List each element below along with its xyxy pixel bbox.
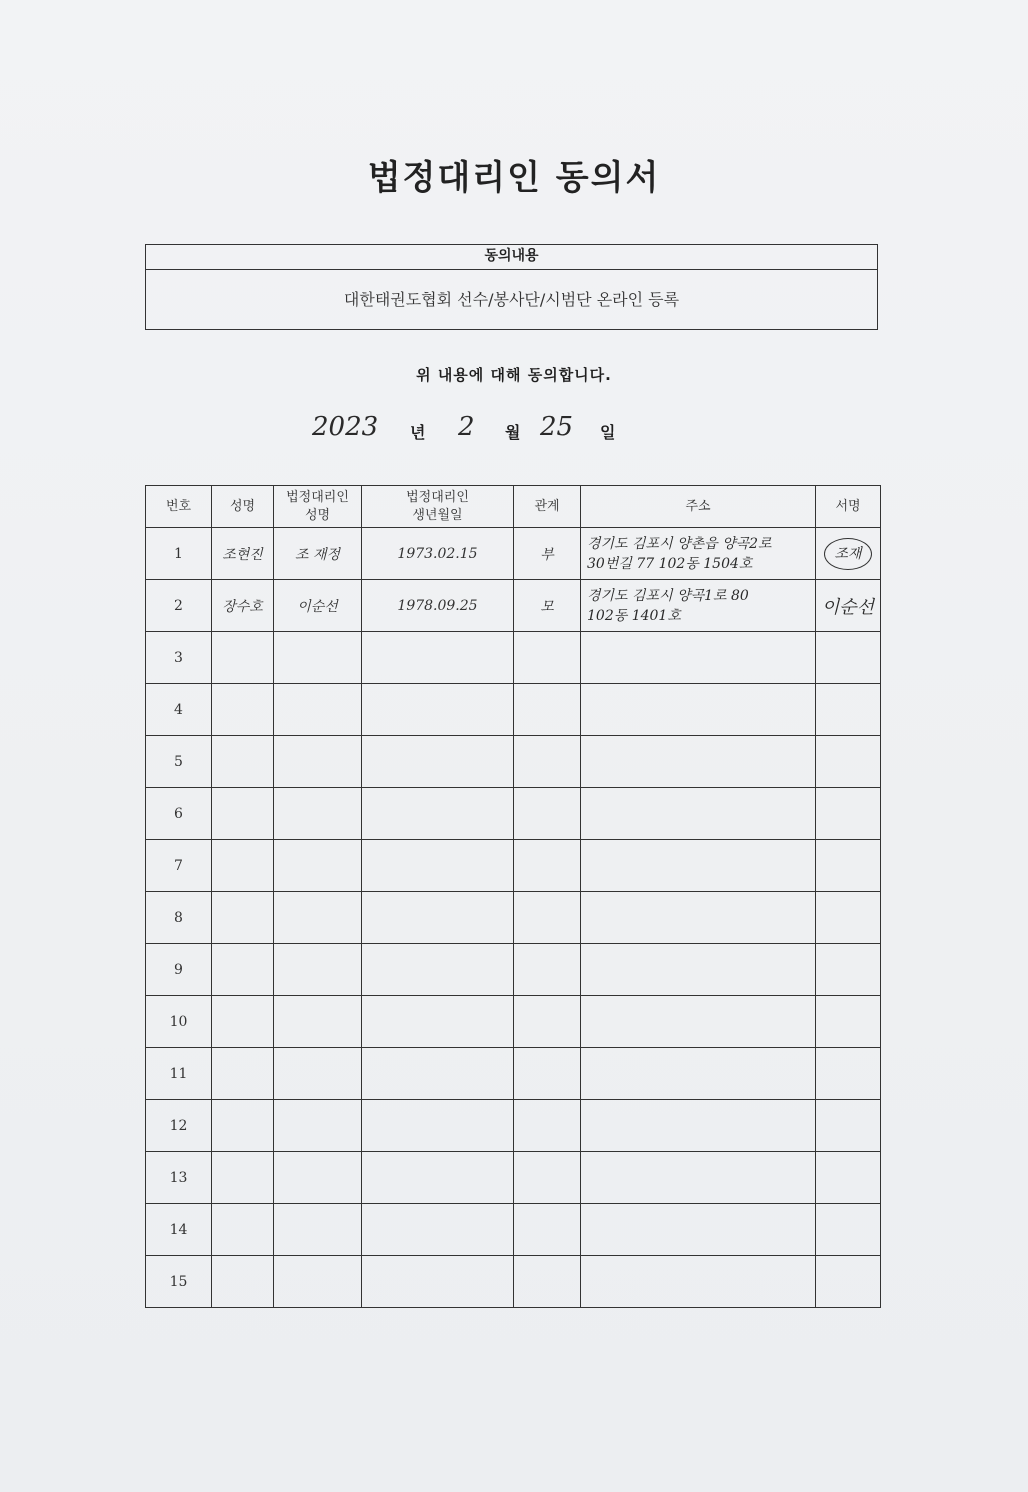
address xyxy=(581,580,816,632)
address-line-2: 102동 1401호 xyxy=(587,607,681,624)
student-name xyxy=(212,944,274,996)
student-name xyxy=(212,1256,274,1308)
guardian-name xyxy=(274,1048,362,1100)
date-line xyxy=(300,412,700,452)
address xyxy=(581,840,816,892)
signature-mark: 이순선 xyxy=(821,596,875,618)
relation xyxy=(514,1204,581,1256)
signature xyxy=(816,736,881,788)
row-number: 12 xyxy=(146,1100,212,1152)
address xyxy=(581,736,816,788)
guardian-name xyxy=(274,684,362,736)
relation xyxy=(514,788,581,840)
guardian-birthdate xyxy=(362,1100,514,1152)
address xyxy=(581,684,816,736)
student-name xyxy=(212,840,274,892)
guardian-birthdate xyxy=(362,788,514,840)
guardian-birthdate xyxy=(362,996,514,1048)
consent-content: 대한태권도협회 선수/봉사단/시범단 온라인 등록 xyxy=(343,290,680,309)
signature xyxy=(816,944,881,996)
table-row xyxy=(146,1100,881,1152)
guardian-birthdate xyxy=(362,1152,514,1204)
guardian-name: 이순선 xyxy=(274,580,362,632)
guardian-birthdate xyxy=(362,736,514,788)
table-row xyxy=(146,944,881,996)
table-row xyxy=(146,1204,881,1256)
guardian-birthdate xyxy=(362,1048,514,1100)
row-number: 5 xyxy=(146,736,212,788)
date-month-label: 월 xyxy=(505,423,521,442)
guardian-name xyxy=(274,788,362,840)
table-row xyxy=(146,840,881,892)
table-row xyxy=(146,736,881,788)
header-name: 성명 xyxy=(212,486,274,528)
signature xyxy=(816,632,881,684)
guardian-birthdate xyxy=(362,684,514,736)
page-title: 법정대리인 동의서 xyxy=(367,158,661,198)
header-no: 번호 xyxy=(146,486,212,528)
student-name xyxy=(212,1204,274,1256)
table-row xyxy=(146,684,881,736)
signature xyxy=(816,840,881,892)
date-day: 25 xyxy=(540,412,574,442)
address xyxy=(581,788,816,840)
header-signature: 서명 xyxy=(816,486,881,528)
signature xyxy=(816,892,881,944)
guardian-birthdate xyxy=(362,944,514,996)
table-row xyxy=(146,1152,881,1204)
address xyxy=(581,632,816,684)
relation xyxy=(514,1152,581,1204)
row-number: 4 xyxy=(146,684,212,736)
table-row xyxy=(146,1256,881,1308)
address xyxy=(581,1256,816,1308)
consent-box xyxy=(145,244,878,330)
student-name xyxy=(212,996,274,1048)
address xyxy=(581,944,816,996)
row-number: 6 xyxy=(146,788,212,840)
guardian-name xyxy=(274,996,362,1048)
row-number: 13 xyxy=(146,1152,212,1204)
signature xyxy=(816,788,881,840)
signature xyxy=(816,580,881,632)
relation xyxy=(514,632,581,684)
student-name xyxy=(212,684,274,736)
guardian-name xyxy=(274,892,362,944)
guardian-birthdate xyxy=(362,1204,514,1256)
signature xyxy=(816,528,881,580)
student-name xyxy=(212,788,274,840)
row-number: 1 xyxy=(146,528,212,580)
date-month: 2 xyxy=(458,412,475,442)
date-year: 2023 xyxy=(312,412,379,442)
signature xyxy=(816,1256,881,1308)
row-number: 10 xyxy=(146,996,212,1048)
relation xyxy=(514,892,581,944)
relation xyxy=(514,996,581,1048)
header-address: 주소 xyxy=(581,486,816,528)
signature xyxy=(816,1152,881,1204)
student-name xyxy=(212,1152,274,1204)
row-number: 3 xyxy=(146,632,212,684)
relation xyxy=(514,944,581,996)
address-line-1: 경기도 김포시 양곡1로 80 xyxy=(587,587,749,604)
table-row xyxy=(146,1048,881,1100)
student-name xyxy=(212,1100,274,1152)
address xyxy=(581,996,816,1048)
header-guardian-birth: 법정대리인 생년월일 xyxy=(362,486,514,528)
row-number: 2 xyxy=(146,580,212,632)
student-name xyxy=(212,736,274,788)
agree-statement: 위 내용에 대해 동의합니다. xyxy=(416,366,612,384)
guardian-birthdate xyxy=(362,892,514,944)
address xyxy=(581,1100,816,1152)
student-name xyxy=(212,1048,274,1100)
address-line-1: 경기도 김포시 양촌읍 양곡2로 xyxy=(587,535,772,552)
relation xyxy=(514,840,581,892)
address xyxy=(581,528,816,580)
row-number: 15 xyxy=(146,1256,212,1308)
student-name: 장수호 xyxy=(212,580,274,632)
guardian-name xyxy=(274,736,362,788)
signature xyxy=(816,1100,881,1152)
address-line-2: 30번길 77 102동 1504호 xyxy=(587,555,753,572)
student-name: 조현진 xyxy=(212,528,274,580)
relation xyxy=(514,1048,581,1100)
table-row xyxy=(146,580,881,632)
guardian-name xyxy=(274,1204,362,1256)
signature xyxy=(816,684,881,736)
header-guardian-name: 법정대리인 성명 xyxy=(274,486,362,528)
guardian-name xyxy=(274,1152,362,1204)
row-number: 9 xyxy=(146,944,212,996)
table-row xyxy=(146,632,881,684)
relation xyxy=(514,1256,581,1308)
table-row xyxy=(146,996,881,1048)
consent-heading: 동의내용 xyxy=(146,245,877,270)
guardian-name xyxy=(274,944,362,996)
guardian-birthdate xyxy=(362,632,514,684)
relation xyxy=(514,736,581,788)
signature-mark: 조재 xyxy=(824,538,872,570)
table-row xyxy=(146,788,881,840)
date-year-label: 년 xyxy=(410,423,426,442)
relation xyxy=(514,684,581,736)
signature xyxy=(816,1204,881,1256)
guardian-birthdate: 1978.09.25 xyxy=(362,580,514,632)
guardian-name: 조 재정 xyxy=(274,528,362,580)
header-relation: 관계 xyxy=(514,486,581,528)
guardian-birthdate xyxy=(362,1256,514,1308)
guardian-birthdate: 1973.02.15 xyxy=(362,528,514,580)
student-name xyxy=(212,632,274,684)
row-number: 11 xyxy=(146,1048,212,1100)
guardian-name xyxy=(274,1256,362,1308)
signature xyxy=(816,996,881,1048)
row-number: 7 xyxy=(146,840,212,892)
address xyxy=(581,892,816,944)
address xyxy=(581,1048,816,1100)
table-row xyxy=(146,892,881,944)
table-row xyxy=(146,528,881,580)
student-name xyxy=(212,892,274,944)
row-number: 8 xyxy=(146,892,212,944)
address xyxy=(581,1204,816,1256)
address xyxy=(581,1152,816,1204)
relation: 모 xyxy=(514,580,581,632)
row-number: 14 xyxy=(146,1204,212,1256)
date-day-label: 일 xyxy=(600,423,616,442)
table-header-row xyxy=(146,486,881,528)
relation xyxy=(514,1100,581,1152)
guardian-name xyxy=(274,840,362,892)
relation: 부 xyxy=(514,528,581,580)
signature xyxy=(816,1048,881,1100)
guardian-birthdate xyxy=(362,840,514,892)
guardian-name xyxy=(274,632,362,684)
registration-table xyxy=(145,485,881,1308)
guardian-name xyxy=(274,1100,362,1152)
